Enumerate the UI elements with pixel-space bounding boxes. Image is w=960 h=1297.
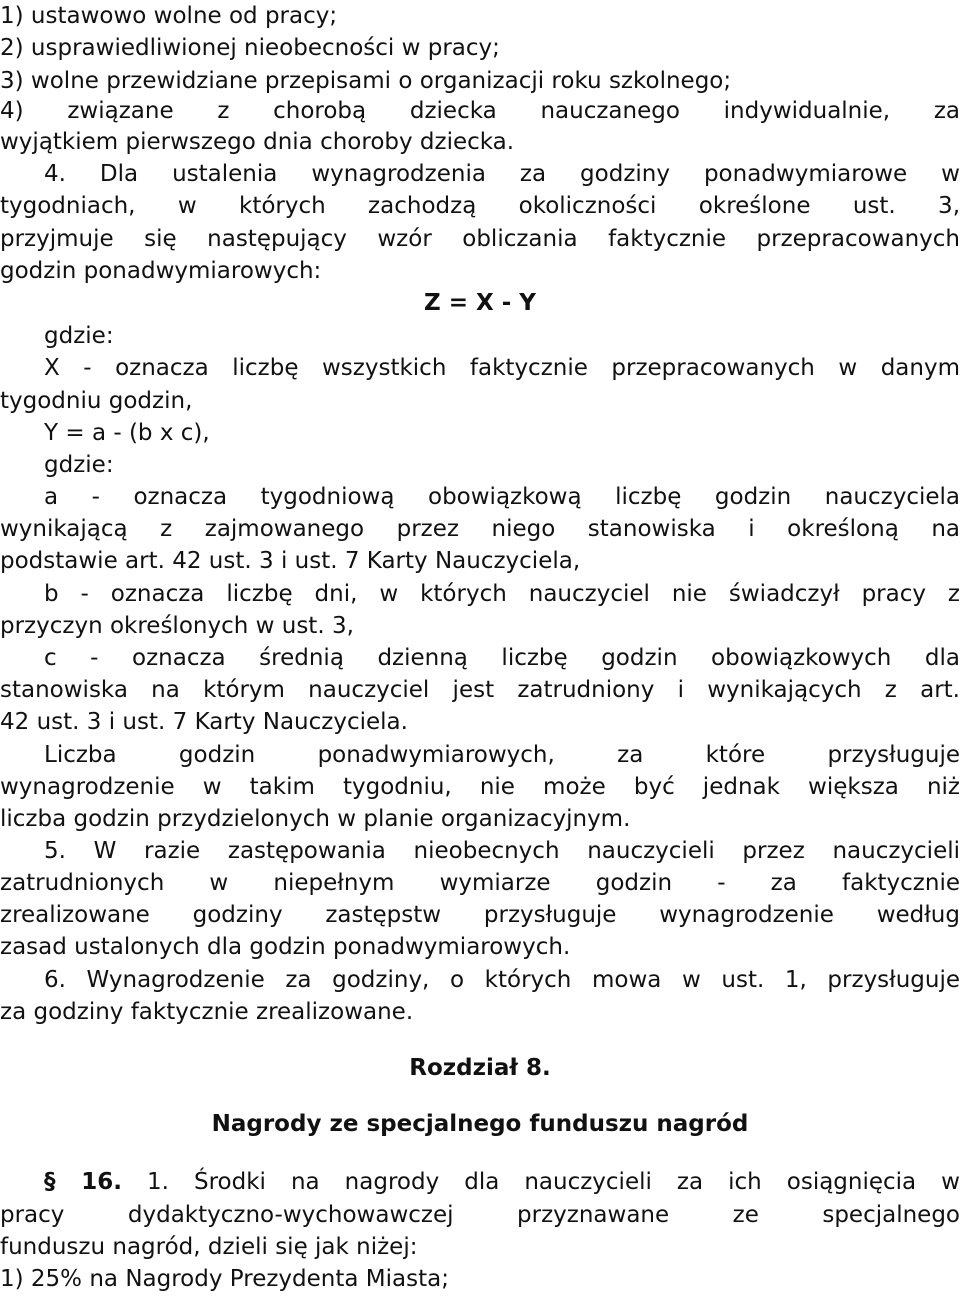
paragraph-line: X - oznacza liczbę wszystkich faktycznie przepracowanych w danym xyxy=(44,355,960,381)
paragraph-line: zrealizowane godziny zastępstw przysługuje wynagrodzenie według xyxy=(0,902,960,928)
formula: Z = X - Y xyxy=(424,290,536,316)
list-item: 4) związane z chorobą dziecka nauczanego indywidualnie, za xyxy=(0,98,960,124)
paragraph-line: stanowiska na którym nauczyciel jest zatrudniony i wynikających z art. xyxy=(0,677,960,703)
paragraph-line: tygodniach, w których zachodzą okoliczności określone ust. 3, xyxy=(0,193,960,219)
paragraph-line: c - oznacza średnią dzienną liczbę godzin obowiązkowych dla xyxy=(44,645,960,671)
chapter-title: Nagrody ze specjalnego funduszu nagród xyxy=(211,1111,749,1137)
chapter-heading: Rozdział 8. xyxy=(409,1055,551,1081)
paragraph-line: funduszu nagród, dzieli się jak niżej: xyxy=(0,1234,418,1260)
list-item: 1) 25% na Nagrody Prezydenta Miasta; xyxy=(0,1266,449,1292)
paragraph-line: godzin ponadwymiarowych: xyxy=(0,258,322,284)
paragraph-line: wynagrodzenie w takim tygodniu, nie może być jednak większa niż xyxy=(0,774,960,800)
section-first-line-text: 1. Środki na nagrody dla nauczycieli za ich osiągnięcia w xyxy=(147,1169,960,1195)
paragraph-line: 6. Wynagrodzenie za godziny, o których mowa w ust. 1, przysługuje xyxy=(44,967,960,993)
paragraph-line: pracy dydaktyczno-wychowawczej przyznawane ze specjalnego xyxy=(0,1202,960,1228)
paragraph-line: 5. W razie zastępowania nieobecnych nauczycieli przez nauczycieli xyxy=(44,838,960,864)
paragraph-line: gdzie: xyxy=(44,452,114,478)
list-item: 2) usprawiedliwionej nieobecności w pracy; xyxy=(0,35,500,61)
paragraph-line: liczba godzin przydzielonych w planie organizacyjnym. xyxy=(0,806,631,832)
paragraph-line: przyjmuje się następujący wzór obliczania faktycznie przepracowanych xyxy=(0,226,960,252)
paragraph-line: gdzie: xyxy=(44,323,114,349)
list-item: 1) ustawowo wolne od pracy; xyxy=(0,3,338,29)
paragraph-line: wyjątkiem pierwszego dnia choroby dziecka. xyxy=(0,129,515,155)
paragraph-line: za godziny faktycznie zrealizowane. xyxy=(0,999,414,1025)
paragraph-line: tygodniu godzin, xyxy=(0,388,193,414)
paragraph-line: zasad ustalonych dla godzin ponadwymiarowych. xyxy=(0,934,571,960)
section-number: § 16. xyxy=(44,1169,122,1195)
section-first-line xyxy=(44,1167,960,1197)
paragraph-line: przyczyn określonych w ust. 3, xyxy=(0,613,354,639)
paragraph-line: Liczba godzin ponadwymiarowych, za które przysługuje xyxy=(44,742,960,768)
paragraph-line: a - oznacza tygodniową obowiązkową liczbę godzin nauczyciela xyxy=(44,484,960,510)
formula-line: Y = a - (b x c), xyxy=(44,420,210,446)
paragraph-line: podstawie art. 42 ust. 3 i ust. 7 Karty Nauczyciela, xyxy=(0,548,581,574)
paragraph-line: 42 ust. 3 i ust. 7 Karty Nauczyciela. xyxy=(0,709,408,735)
paragraph-line: b - oznacza liczbę dni, w których nauczyciel nie świadczył pracy z xyxy=(44,581,960,607)
paragraph-line: 4. Dla ustalenia wynagrodzenia za godziny ponadwymiarowe w xyxy=(44,161,960,187)
list-item: 3) wolne przewidziane przepisami o organizacji roku szkolnego; xyxy=(0,68,732,94)
paragraph-line: wynikającą z zajmowanego przez niego stanowiska i określoną na xyxy=(0,516,960,542)
paragraph-line: zatrudnionych w niepełnym wymiarze godzin - za faktycznie xyxy=(0,870,960,896)
